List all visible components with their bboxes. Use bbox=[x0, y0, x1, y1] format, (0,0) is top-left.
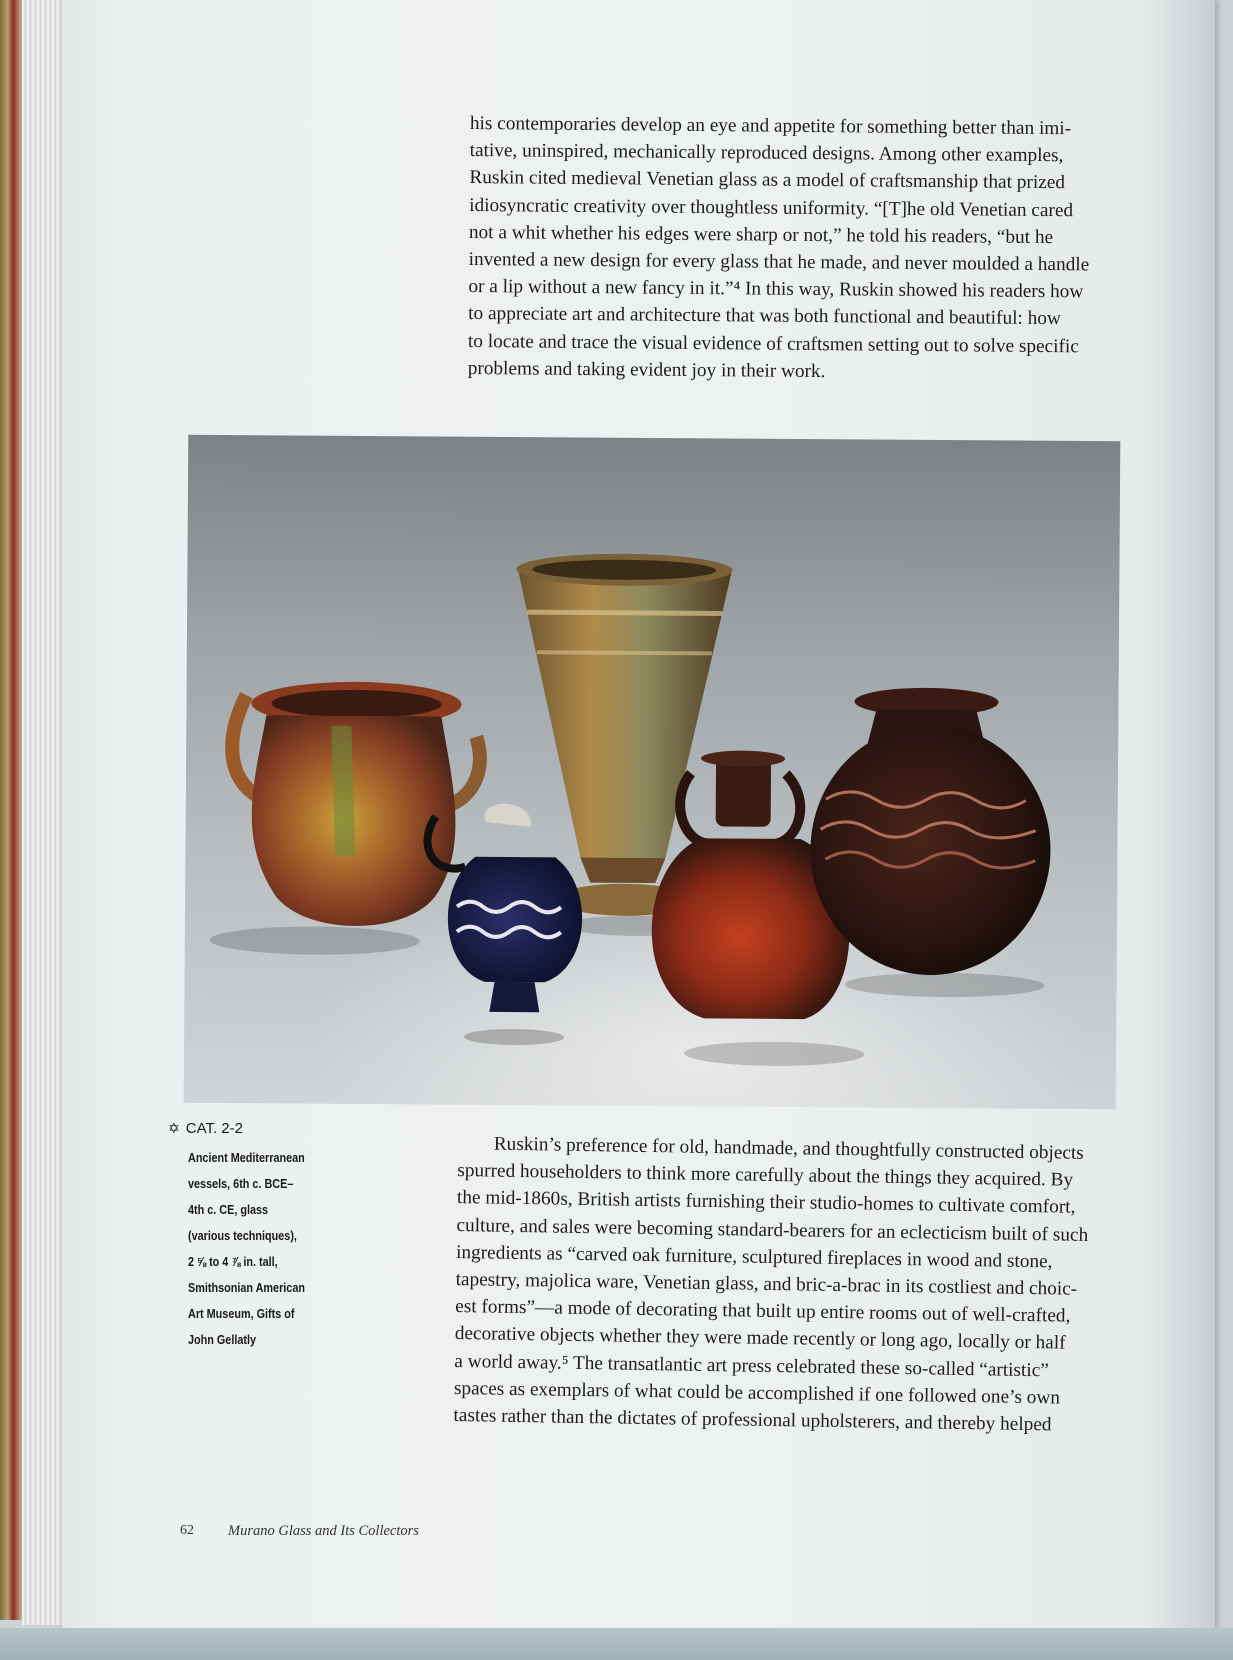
text-line: or a lip without a new fancy in it.”⁴ In this way, Ruskin showed his readers how bbox=[468, 276, 1084, 303]
text-line: not a whit whether his edges were sharp or not,” he told his readers, “but he bbox=[468, 221, 1054, 248]
page-number: 62 bbox=[180, 1523, 194, 1538]
caption-line: Smithsonian American bbox=[188, 1281, 305, 1295]
text-line: invented a new design for every glass that he made, and never moulded a handle bbox=[468, 249, 1090, 276]
text-line: Ruskin cited medieval Venetian glass as a model of craftsmanship that prized bbox=[469, 167, 1066, 194]
vessels-illustration bbox=[184, 435, 1121, 1109]
text-line: spaces as exemplars of what could be accomplished if one followed one’s own bbox=[453, 1377, 1061, 1409]
text-line: his contemporaries develop an eye and appetite for something better than imi- bbox=[469, 112, 1072, 140]
caption-line: John Gellatly bbox=[188, 1333, 257, 1347]
text-line: to locate and trace the visual evidence of craftsmen setting out to solve specific bbox=[467, 330, 1079, 357]
caption-details bbox=[188, 1145, 317, 1353]
running-head: Murano Glass and Its Collectors bbox=[228, 1523, 419, 1539]
caption-line: (various techniques), bbox=[188, 1229, 297, 1243]
text-line: tative, uninspired, mechanically reproduced designs. Among other examples, bbox=[469, 140, 1064, 167]
text-line: Ruskin’s preference for old, handmade, and thoughtfully constructed objects bbox=[493, 1133, 1084, 1164]
text-line: tapestry, majolica ware, Venetian glass, and bric-a-brac in its costliest and choic- bbox=[455, 1268, 1078, 1300]
background-surface bbox=[0, 1628, 1233, 1660]
caption-line: Ancient Mediterranean bbox=[188, 1151, 305, 1165]
text-line: to appreciate art and architecture that was both functional and beautiful: how bbox=[468, 303, 1061, 330]
book-cover-edge bbox=[0, 0, 22, 1620]
caption-line: 4th c. CE, glass bbox=[188, 1203, 269, 1217]
amphora-vessel bbox=[231, 681, 480, 927]
caption-line: vessels, 6th c. BCE– bbox=[188, 1177, 294, 1191]
text-line: est forms”—a mode of decorating that built up entire rooms out of well-crafted, bbox=[455, 1296, 1071, 1327]
caption-line: 2 ⅝ to 4 ⅞ in. tall, bbox=[188, 1255, 278, 1269]
catalog-number: CAT. 2-2 bbox=[185, 1120, 243, 1137]
top-paragraph bbox=[468, 110, 1125, 388]
star-of-david-icon: ✡ bbox=[168, 1120, 180, 1136]
caption-label bbox=[168, 1120, 338, 1137]
text-line: culture, and sales were becoming standard-bearers for an eclecticism built of such bbox=[456, 1214, 1089, 1246]
text-line: the mid-1860s, British artists furnishing their studio-homes to cultivate comfort, bbox=[456, 1187, 1076, 1219]
text-line: spurred householders to think more carefully about the things they acquired. By bbox=[457, 1160, 1074, 1191]
text-line: idiosyncratic creativity over thoughtless uniformity. “[T]he old Venetian cared bbox=[469, 194, 1074, 221]
caption-line: Art Museum, Gifts of bbox=[188, 1307, 295, 1321]
text-line: tastes rather than the dictates of professional upholsterers, and thereby helped bbox=[453, 1404, 1052, 1436]
glass-vessels-photograph bbox=[184, 435, 1121, 1109]
page-stack-edge bbox=[22, 0, 62, 1625]
text-line: ingredients as “carved oak furniture, sculptured fireplaces in wood and stone, bbox=[455, 1241, 1053, 1273]
dark-festooned-jar bbox=[810, 687, 1052, 976]
bottom-paragraph bbox=[453, 1130, 1115, 1440]
text-line: decorative objects whether they were made recently or long ago, locally or half bbox=[454, 1323, 1066, 1354]
figure-caption bbox=[168, 1120, 338, 1353]
text-line: problems and taking evident joy in their work. bbox=[467, 357, 826, 382]
text-line: a world away.⁵ The transatlantic art press celebrated these so-called “artistic” bbox=[454, 1350, 1049, 1381]
